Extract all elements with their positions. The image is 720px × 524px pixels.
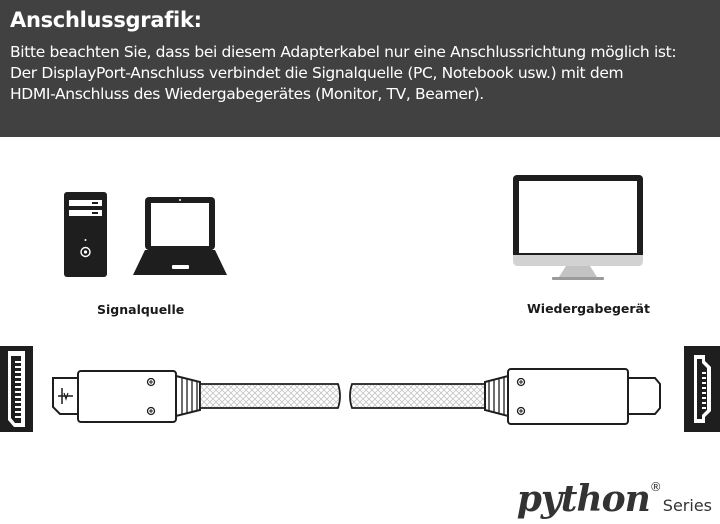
- displayport-plug: [53, 371, 200, 422]
- brand-name: python: [516, 478, 650, 520]
- description-line: Der DisplayPort-Anschluss verbindet die Signalquelle (PC, Notebook usw.) mit dem: [10, 64, 624, 82]
- description-line: Bitte beachten Sie, dass bei diesem Adapterkabel nur eine Anschlussrichtung möglich ist:: [10, 43, 677, 61]
- header-title: Anschlussgrafik:: [10, 8, 202, 32]
- laptop-icon: [133, 197, 227, 275]
- brand-logo: [517, 478, 712, 520]
- cable-right-segment: [350, 384, 485, 408]
- cable-left-segment: [200, 384, 340, 408]
- header-banner: [0, 0, 720, 137]
- header-description: [10, 42, 710, 105]
- display-device-label: Wiedergabegerät: [527, 301, 650, 316]
- hdmi-port-icon: [684, 346, 720, 432]
- monitor-icon: [513, 175, 643, 280]
- desktop-tower-icon: [64, 192, 107, 277]
- hdmi-plug: [485, 369, 660, 424]
- registered-mark: ®: [649, 480, 662, 494]
- brand-suffix: Series: [662, 496, 712, 515]
- description-line: HDMI-Anschluss des Wiedergabegerätes (Monitor, TV, Beamer).: [10, 85, 484, 103]
- displayport-port-icon: [0, 346, 33, 432]
- signal-source-label: Signalquelle: [97, 302, 185, 317]
- connection-diagram: [0, 137, 720, 524]
